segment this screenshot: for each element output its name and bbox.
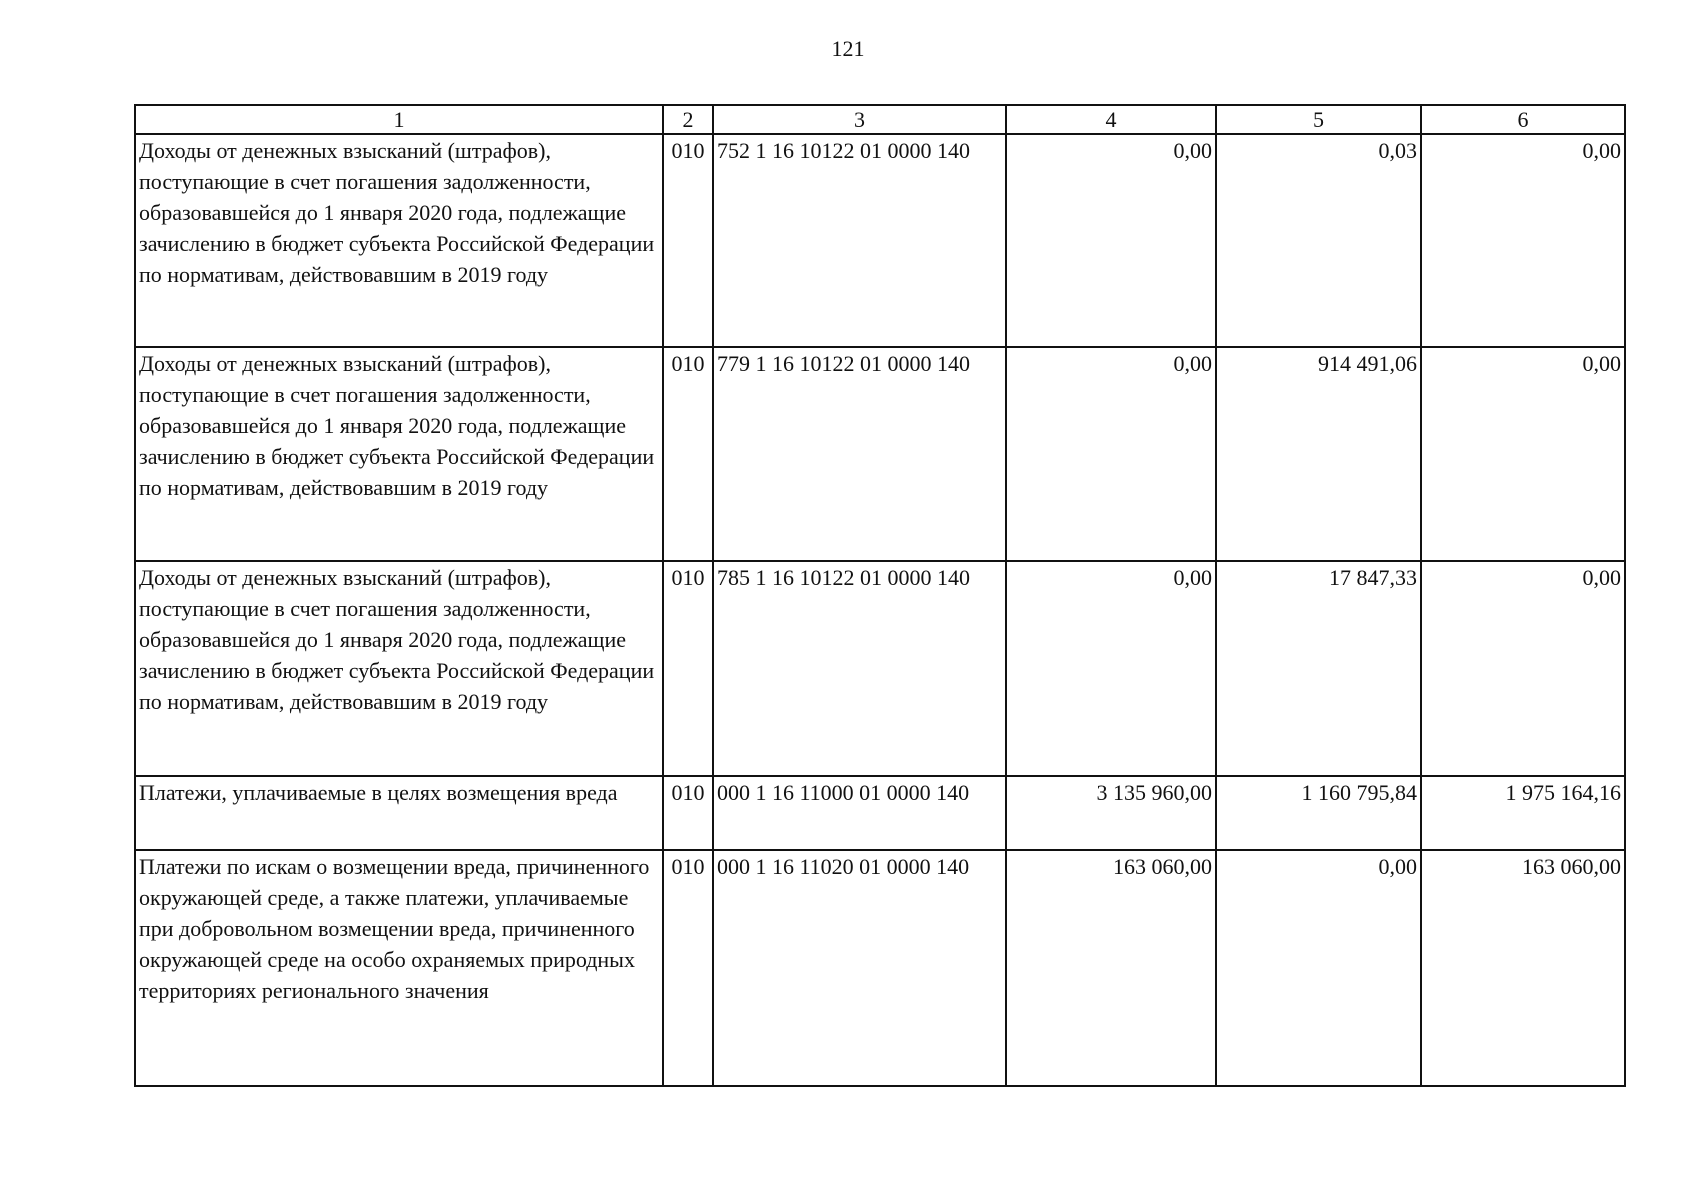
table-row: [135, 134, 1625, 347]
row-code: 010: [663, 561, 713, 776]
row-description: Доходы от денежных взысканий (штрафов), поступающие в счет погашения задолженности, образовавшейся до 1 января 2020 года, подлежащие зачислению в бюджет субъекта Российской Федерации по нормативам, действовавшим в 2019 году: [135, 347, 663, 561]
value-col5: 0,00: [1216, 850, 1421, 1086]
value-col5: 17 847,33: [1216, 561, 1421, 776]
row-code: 010: [663, 347, 713, 561]
row-description: Доходы от денежных взысканий (штрафов), поступающие в счет погашения задолженности, образовавшейся до 1 января 2020 года, подлежащие зачислению в бюджет субъекта Российской Федерации по нормативам, действовавшим в 2019 году: [135, 134, 663, 347]
value-col6: 163 060,00: [1421, 850, 1625, 1086]
value-col6: 0,00: [1421, 347, 1625, 561]
table-row: [135, 850, 1625, 1086]
value-col4: 0,00: [1006, 134, 1216, 347]
value-col5: 914 491,06: [1216, 347, 1421, 561]
column-header: 6: [1421, 105, 1625, 134]
column-header: 4: [1006, 105, 1216, 134]
row-code: 010: [663, 134, 713, 347]
value-col4: 0,00: [1006, 561, 1216, 776]
budget-classification-code: 785 1 16 10122 01 0000 140: [713, 561, 1006, 776]
table-header-row: [135, 105, 1625, 134]
value-col6: 0,00: [1421, 561, 1625, 776]
budget-classification-code: 000 1 16 11020 01 0000 140: [713, 850, 1006, 1086]
budget-classification-code: 779 1 16 10122 01 0000 140: [713, 347, 1006, 561]
page-number: 121: [831, 36, 865, 61]
row-description: Платежи, уплачиваемые в целях возмещения вреда: [135, 776, 663, 850]
value-col6: 1 975 164,16: [1421, 776, 1625, 850]
value-col5: 1 160 795,84: [1216, 776, 1421, 850]
column-header: 1: [135, 105, 663, 134]
value-col4: 3 135 960,00: [1006, 776, 1216, 850]
row-code: 010: [663, 776, 713, 850]
column-header: 5: [1216, 105, 1421, 134]
value-col5: 0,03: [1216, 134, 1421, 347]
column-header: 3: [713, 105, 1006, 134]
row-description: Доходы от денежных взысканий (штрафов), поступающие в счет погашения задолженности, образовавшейся до 1 января 2020 года, подлежащие зачислению в бюджет субъекта Российской Федерации по нормативам, действовавшим в 2019 году: [135, 561, 663, 776]
value-col4: 163 060,00: [1006, 850, 1216, 1086]
value-col4: 0,00: [1006, 347, 1216, 561]
budget-classification-code: 752 1 16 10122 01 0000 140: [713, 134, 1006, 347]
income-table: [134, 104, 1626, 1087]
row-description: Платежи по искам о возмещении вреда, причиненного окружающей среде, а также платежи, уплачиваемые при добровольном возмещении вреда, причиненного окружающей среде на особо охраняемых природных территориях регионального значения: [135, 850, 663, 1086]
value-col6: 0,00: [1421, 134, 1625, 347]
table-row: [135, 347, 1625, 561]
row-code: 010: [663, 850, 713, 1086]
table-row: [135, 561, 1625, 776]
budget-classification-code: 000 1 16 11000 01 0000 140: [713, 776, 1006, 850]
table-row: [135, 776, 1625, 850]
column-header: 2: [663, 105, 713, 134]
